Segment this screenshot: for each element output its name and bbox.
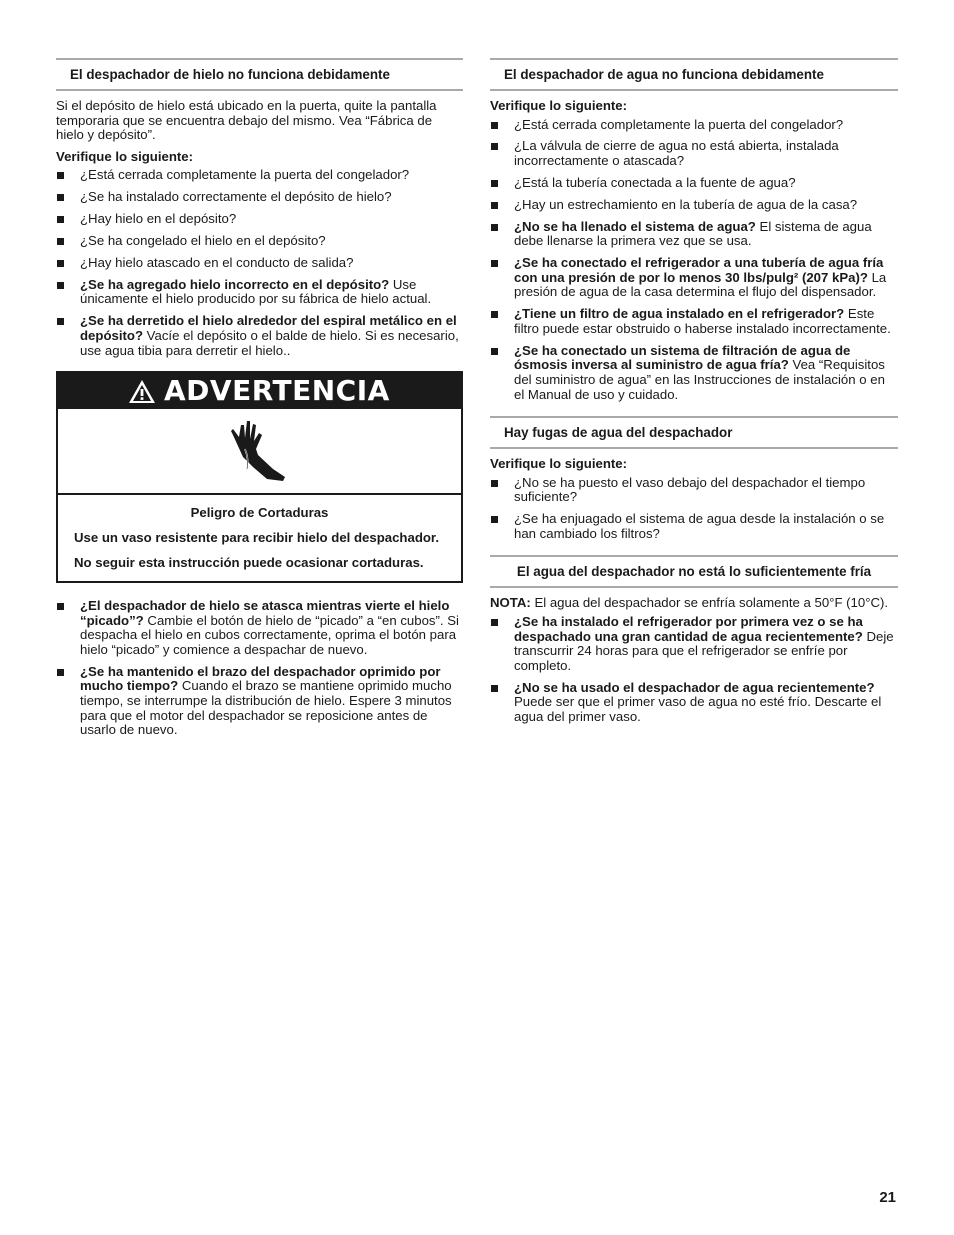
- bullet-square-icon: [57, 238, 64, 245]
- water-not-cold-heading: El agua del despachador no está lo suficientemente fría: [490, 555, 898, 588]
- ice-dispenser-heading: El despachador de hielo no funciona debidamente: [56, 58, 463, 91]
- bullet-square-icon: [57, 318, 64, 325]
- bullet-square-icon: [57, 216, 64, 223]
- list-item: ¿Se ha conectado el refrigerador a una tubería de agua fría con una presión de por lo menos 30 lbs/pulg² (207 kPa)? La presión de agua de la casa determina el flujo del dispensador.: [490, 256, 898, 300]
- list-item: ¿La válvula de cierre de agua no está abierta, instalada incorrectamente o atascada?: [490, 139, 898, 168]
- list-item: ¿No se ha usado el despachador de agua recientemente? Puede ser que el primer vaso de agua no esté frío. Descarte el agua del primer vaso.: [490, 681, 898, 725]
- ice-checklist: [56, 168, 463, 358]
- bullet-square-icon: [57, 669, 64, 676]
- list-item: ¿Se ha mantenido el brazo del despachador oprimido por mucho tiempo? Cuando el brazo se mantiene oprimido mucho tiempo, se interrumpe la distribución de hielo. Espere 3 minutos para que el motor del despachador se reposicione antes de usarlo de nuevo.: [56, 665, 463, 738]
- leak-verify-label: Verifique lo siguiente:: [490, 456, 628, 472]
- note-text: El agua del despachador se enfría solamente a 50°F (10°C).: [530, 595, 889, 611]
- list-item: ¿Está cerrada completamente la puerta del congelador?: [490, 118, 898, 133]
- list-item: ¿Hay un estrechamiento en la tubería de agua de la casa?: [490, 198, 898, 213]
- list-item: ¿No se ha puesto el vaso debajo del despachador el tiempo suficiente?: [490, 476, 898, 505]
- bullet-square-icon: [57, 172, 64, 179]
- list-item: ¿Se ha enjuagado el sistema de agua desde la instalación o se han cambiado los filtros?: [490, 512, 898, 541]
- list-item: ¿Se ha congelado el hielo en el depósito?: [56, 234, 463, 249]
- warning-triangle-icon: [128, 379, 156, 404]
- cold-checklist: [490, 615, 898, 724]
- warning-instruction: Use un vaso resistente para recibir hielo del despachador.: [74, 530, 439, 546]
- water-leak-heading: Hay fugas de agua del despachador: [490, 416, 898, 449]
- note-label: NOTA:: [490, 595, 531, 611]
- warning-body: [58, 495, 461, 581]
- warning-pictogram: [58, 409, 461, 495]
- list-item: ¿Se ha instalado correctamente el depósito de hielo?: [56, 190, 463, 205]
- list-item: ¿Tiene un filtro de agua instalado en el refrigerador? Este filtro puede estar obstruido o haberse instalado incorrectamente.: [490, 307, 898, 336]
- ice-intro-text: Si el depósito de hielo está ubicado en la puerta, quite la pantalla temporaria que se encuentra debajo del mismo. Vea “Fábrica de hielo y depósito”.: [56, 98, 437, 143]
- warning-consequence: No seguir esta instrucción puede ocasionar cortaduras.: [74, 555, 424, 571]
- list-item: ¿Se ha instalado el refrigerador por primera vez o se ha despachado una gran cantidad de agua recientemente? Deje transcurrir 24 horas para que el refrigerador se enfríe por completo.: [490, 615, 898, 673]
- ice-checklist-continued: [56, 599, 463, 738]
- page-number: 21: [879, 1189, 896, 1206]
- bullet-square-icon: [491, 480, 498, 487]
- right-column: [490, 58, 898, 724]
- bullet-square-icon: [491, 348, 498, 355]
- bullet-square-icon: [57, 603, 64, 610]
- water-checklist: [490, 118, 898, 403]
- warning-box: [56, 371, 463, 583]
- bullet-square-icon: [57, 282, 64, 289]
- leak-checklist: [490, 476, 898, 542]
- bullet-square-icon: [57, 194, 64, 201]
- warning-title: ADVERTENCIA: [164, 374, 390, 408]
- bullet-square-icon: [491, 224, 498, 231]
- water-dispenser-heading: El despachador de agua no funciona debidamente: [490, 58, 898, 91]
- left-column: [56, 58, 463, 738]
- bullet-square-icon: [491, 685, 498, 692]
- cut-hand-icon: [227, 419, 293, 483]
- list-item: ¿Se ha derretido el hielo alrededor del espiral metálico en el depósito? Vacíe el depósito o el balde de hielo. Si es necesario, use agua tibia para derretir el hielo..: [56, 314, 463, 358]
- list-item: ¿Se ha conectado un sistema de filtración de agua de ósmosis inversa al suministro de agua fría? Vea “Requisitos del suministro de agua” en las Instrucciones de instalación o en el Manual de uso y cuidado.: [490, 344, 898, 402]
- list-item: ¿El despachador de hielo se atasca mientras vierte el hielo “picado”? Cambie el botón de hielo de “picado” a “en cubos”. Si despacha el hielo en cubos correctamente, oprima el botón para hielo “picado” y comience a despachar de nuevo.: [56, 599, 463, 657]
- list-item: ¿Se ha agregado hielo incorrecto en el depósito? Use únicamente el hielo producido por su fábrica de hielo actual.: [56, 278, 463, 307]
- list-item: ¿Está la tubería conectada a la fuente de agua?: [490, 176, 898, 191]
- list-item: ¿Hay hielo en el depósito?: [56, 212, 463, 227]
- warning-header: [58, 373, 461, 409]
- bullet-square-icon: [491, 143, 498, 150]
- bullet-square-icon: [491, 516, 498, 523]
- bullet-square-icon: [491, 311, 498, 318]
- bullet-square-icon: [491, 202, 498, 209]
- bullet-square-icon: [57, 260, 64, 267]
- list-item: ¿Hay hielo atascado en el conducto de salida?: [56, 256, 463, 271]
- bullet-square-icon: [491, 180, 498, 187]
- bullet-square-icon: [491, 619, 498, 626]
- water-verify-label: Verifique lo siguiente:: [490, 98, 628, 113]
- bullet-square-icon: [491, 122, 498, 129]
- list-item: ¿No se ha llenado el sistema de agua? El sistema de agua debe llenarse la primera vez que se usa.: [490, 220, 898, 249]
- hazard-caption: Peligro de Cortaduras: [190, 505, 329, 521]
- ice-verify-label: Verifique lo siguiente:: [56, 148, 194, 164]
- bullet-square-icon: [491, 260, 498, 267]
- note-paragraph: [490, 596, 898, 611]
- list-item: ¿Está cerrada completamente la puerta del congelador?: [56, 168, 463, 183]
